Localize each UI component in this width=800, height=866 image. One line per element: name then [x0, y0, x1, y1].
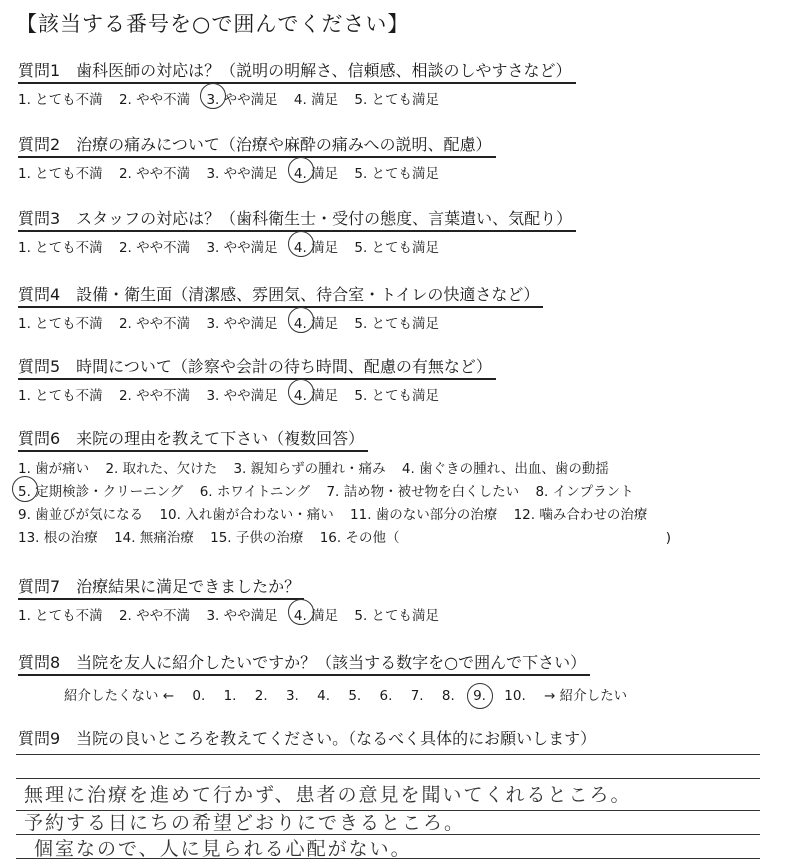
question-4-options — [18, 312, 718, 332]
question-9 — [18, 726, 778, 749]
q7-option-1[interactable]: 1. とても不満 — [18, 608, 103, 624]
q7-option-4-circled[interactable]: 4. 満足 — [294, 604, 338, 624]
question-7 — [18, 574, 718, 624]
q3-option-4-circled[interactable]: 4. 満足 — [294, 236, 338, 256]
q3-option-5[interactable]: 5. とても満足 — [354, 240, 440, 256]
q3-option-1[interactable]: 1. とても不満 — [18, 240, 103, 256]
question-3 — [18, 206, 718, 256]
q6-row-4 — [18, 527, 798, 550]
question-8 — [18, 650, 718, 704]
question-1-options — [18, 88, 718, 108]
question-1-title: 質問1 歯科医師の対応は？（説明の明解さ、信頼感、相談のしやすさなど） — [18, 58, 576, 84]
question-2 — [18, 132, 718, 182]
q3-option-2[interactable]: 2. やや不満 — [118, 240, 191, 256]
question-4 — [18, 282, 718, 332]
q7-option-2[interactable]: 2. やや不満 — [118, 608, 191, 624]
q8-right-label: → 紹介したい — [544, 688, 628, 704]
q8-value-7[interactable]: 7. — [410, 688, 424, 704]
q6-option-12[interactable]: 12. 噛み合わせの治療 — [513, 507, 648, 523]
q2-option-5[interactable]: 5. とても満足 — [354, 166, 440, 182]
q4-option-3[interactable]: 3. やや満足 — [206, 316, 278, 332]
q1-option-5[interactable]: 5. とても満足 — [354, 92, 440, 108]
q6-option-9[interactable]: 9. 歯並びが気になる — [18, 507, 144, 523]
q5-option-3[interactable]: 3. やや満足 — [206, 388, 278, 404]
q1-option-3-circled[interactable]: 3. やや満足 — [206, 88, 277, 108]
q6-option-14[interactable]: 14. 無痛治療 — [114, 530, 194, 546]
q6-option-2[interactable]: 2. 取れた、欠けた — [105, 461, 218, 477]
question-5 — [18, 354, 718, 404]
q8-value-5[interactable]: 5. — [348, 688, 362, 704]
q8-value-0[interactable]: 0. — [192, 688, 206, 704]
q8-value-9-circled[interactable]: 9. — [473, 688, 486, 704]
q6-row-2 — [18, 481, 798, 504]
q8-value-4[interactable]: 4. — [317, 688, 331, 704]
answer-rule-1 — [16, 754, 760, 755]
question-7-options — [18, 604, 718, 624]
q1-option-2[interactable]: 2. やや不満 — [118, 92, 191, 108]
q4-option-5[interactable]: 5. とても満足 — [354, 316, 440, 332]
q6-option-15[interactable]: 15. 子供の治療 — [210, 530, 304, 546]
question-7-title: 質問7 治療結果に満足できましたか？ — [18, 574, 304, 600]
q6-row-3 — [18, 504, 798, 527]
q6-option-1[interactable]: 1. 歯が痛い — [18, 461, 90, 477]
q8-left-label: 紹介したくない ← — [64, 688, 175, 704]
q6-option-6[interactable]: 6. ホワイトニング — [199, 484, 311, 500]
q8-value-6[interactable]: 6. — [379, 688, 393, 704]
q8-value-3[interactable]: 3. — [285, 688, 299, 704]
q6-option-11[interactable]: 11. 歯のない部分の治療 — [350, 507, 498, 523]
q5-option-2[interactable]: 2. やや不満 — [118, 388, 191, 404]
handwritten-answer-line-3: 個室なので、人に見られる心配がない。 — [34, 838, 412, 860]
q1-option-1[interactable]: 1. とても不満 — [18, 92, 103, 108]
q4-option-1[interactable]: 1. とても不満 — [18, 316, 103, 332]
q2-option-4-circled[interactable]: 4. 満足 — [294, 162, 338, 182]
answer-rule-2 — [16, 778, 760, 779]
q6-option-7[interactable]: 7. 詰め物・被せ物を白くしたい — [326, 484, 520, 500]
q3-option-3[interactable]: 3. やや満足 — [206, 240, 278, 256]
handwritten-answer-line-2: 予約する日にちの希望どおりにできるところ。 — [24, 812, 466, 834]
question-2-title: 質問2 治療の痛みについて（治療や麻酔の痛みへの説明、配慮） — [18, 132, 496, 158]
q8-value-10[interactable]: 10. — [504, 688, 526, 704]
q1-option-4[interactable]: 4. 満足 — [293, 92, 339, 108]
question-3-options — [18, 236, 718, 256]
question-9-title: 質問9 当院の良いところを教えてください。（なるべく具体的にお願いします） — [18, 729, 597, 748]
q8-value-1[interactable]: 1. — [223, 688, 237, 704]
q6-option-16[interactable]: 16. その他（ — [319, 530, 400, 546]
q6-row-1 — [18, 458, 798, 481]
question-4-title: 質問4 設備・衛生面（清潔感、雰囲気、待合室・トイレの快適さなど） — [18, 282, 543, 308]
q7-option-5[interactable]: 5. とても満足 — [354, 608, 440, 624]
question-5-options — [18, 384, 718, 404]
question-8-title: 質問8 当院を友人に紹介したいですか？（該当する数字を○で囲んで下さい） — [18, 650, 590, 676]
q4-option-4-circled[interactable]: 4. 満足 — [294, 312, 338, 332]
question-2-options — [18, 162, 718, 182]
question-6-options — [18, 458, 798, 550]
question-6 — [18, 426, 798, 550]
q2-option-1[interactable]: 1. とても不満 — [18, 166, 103, 182]
q6-option-8[interactable]: 8. インプラント — [535, 484, 634, 500]
question-3-title: 質問3 スタッフの対応は？（歯科衛生士・受付の態度、言葉遣い、気配り） — [18, 206, 576, 232]
page-title: 【該当する番号を○で囲んでください】 — [16, 12, 410, 36]
q4-option-2[interactable]: 2. やや不満 — [118, 316, 191, 332]
q8-value-2[interactable]: 2. — [254, 688, 268, 704]
q2-option-3[interactable]: 3. やや満足 — [206, 166, 278, 182]
q5-option-5[interactable]: 5. とても満足 — [354, 388, 440, 404]
question-6-title: 質問6 来院の理由を教えて下さい（複数回答） — [18, 426, 368, 452]
q5-option-4-circled[interactable]: 4. 満足 — [294, 384, 338, 404]
q6-option-13[interactable]: 13. 根の治療 — [18, 530, 98, 546]
question-5-title: 質問5 時間について（診察や会計の待ち時間、配慮の有無など） — [18, 354, 496, 380]
question-1 — [18, 58, 718, 108]
q7-option-3[interactable]: 3. やや満足 — [206, 608, 278, 624]
question-8-scale — [64, 684, 718, 704]
q8-value-8[interactable]: 8. — [441, 688, 455, 704]
q6-other-close-paren: ) — [665, 530, 672, 546]
handwritten-answer-line-1: 無理に治療を進めて行かず、患者の意見を聞いてくれるところ。 — [24, 784, 632, 806]
q6-option-5-circled[interactable]: 5. 定期検診・クリーニング — [18, 481, 183, 504]
q6-option-4[interactable]: 4. 歯ぐきの腫れ、出血、歯の動揺 — [401, 461, 609, 477]
q6-option-3[interactable]: 3. 親知らずの腫れ・痛み — [233, 461, 386, 477]
q5-option-1[interactable]: 1. とても不満 — [18, 388, 103, 404]
q6-option-10[interactable]: 10. 入れ歯が合わない・痛い — [159, 507, 334, 523]
q2-option-2[interactable]: 2. やや不満 — [118, 166, 191, 182]
